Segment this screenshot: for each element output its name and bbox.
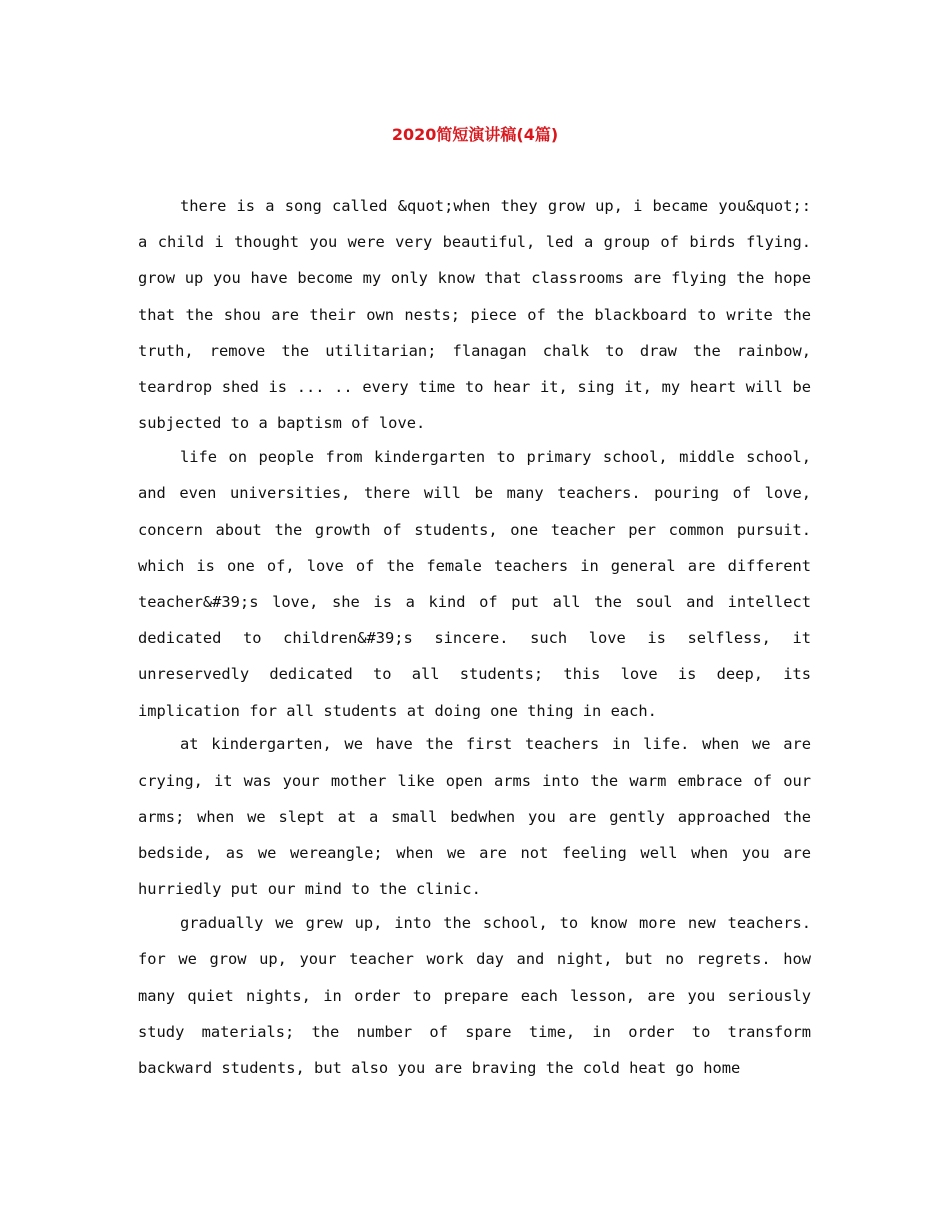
paragraph-2: life on people from kindergarten to primary school, middle school, and even universities, there will be many teachers. pouring of love, concern about the growth of students, one teacher per common pursuit. which is one of, love of the female teachers in general are different teacher&#39;s love, she is a kind of put all the soul and intellect dedicated to children&#39;s sincere. such love is selfless, it unreservedly dedicated to all students; this love is deep, its implication for all students at doing one thing in each.: [138, 448, 811, 720]
paragraph-4: gradually we grew up, into the school, to know more new teachers. for we grow up, your teacher work day and night, but no regrets. how many quiet nights, in order to prepare each lesson, are you seriously study materials; the number of spare time, in order to transform backward students, but also you are braving the cold heat go home: [138, 914, 811, 1077]
paragraph-1: there is a song called &quot;when they grow up, i became you&quot;: a child i thought you were very beautiful, led a group of birds flying. grow up you have become my only know that classrooms are flying the hope that the shou are their own nests; piece of the blackboard to write the truth, remove the utilitarian; flanagan chalk to draw the rainbow, teardrop shed is ... .. every time to hear it, sing it, my heart will be subjected to a baptism of love.: [138, 197, 811, 433]
paragraph-3: at kindergarten, we have the first teachers in life. when we are crying, it was your mother like open arms into the warm embrace of our arms; when we slept at a small bedwhen you are gently approached the bedside, as we wereangle; when we are not feeling well when you are hurriedly put our mind to the clinic.: [138, 735, 811, 899]
document-body: [138, 188, 811, 1084]
document-title: 2020简短演讲稿(4篇): [391, 125, 559, 144]
